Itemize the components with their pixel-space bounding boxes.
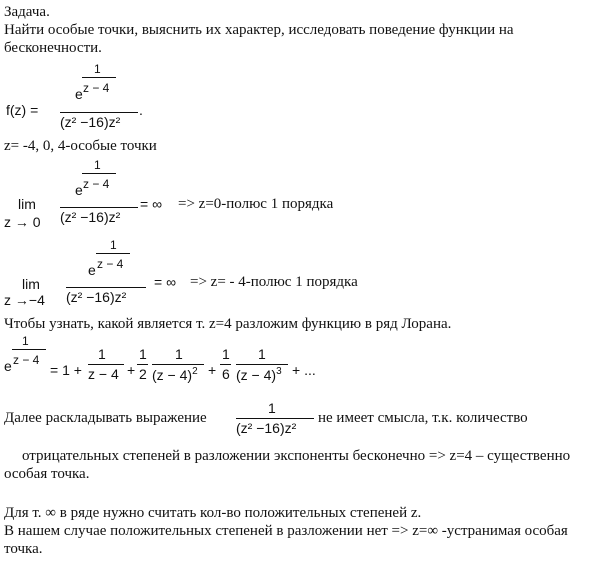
neg-powers-line1: отрицательных степеней в разложении экспоненты бесконечно => z=4 – существенно — [22, 448, 571, 464]
limm4-lim: lim — [22, 276, 40, 292]
limm4-e: e — [88, 262, 96, 278]
limm4-exp-den: z − 4 — [97, 257, 124, 271]
neg-powers-line2: особая точка. — [4, 466, 90, 482]
ls-t1-den: z − 4 — [88, 366, 119, 382]
further-frac-den: (z² −16)z² — [236, 420, 297, 436]
singular-points: z= -4, 0, 4-особые точки — [4, 138, 157, 154]
lim0-eq-inf: = ∞ — [140, 196, 163, 212]
ls-plus2: + — [208, 362, 217, 378]
ls-t3-num: 1 — [258, 346, 266, 362]
ls-plus-dots: + ... — [292, 362, 316, 378]
fz-label: f(z) = — [6, 102, 39, 118]
lim0-exp-one: 1 — [94, 158, 101, 172]
fz-exp-den: z − 4 — [83, 81, 110, 95]
limm4-denominator: (z² −16)z² — [66, 289, 127, 305]
ls-plus1: + — [127, 362, 136, 378]
lim0-denominator: (z² −16)z² — [60, 209, 121, 225]
further-frac-num: 1 — [268, 400, 276, 416]
task-statement-line2: бесконечности. — [4, 40, 102, 56]
laurent-intro: Чтобы узнать, какой является т. z=4 разложим функцию в ряд Лорана. — [4, 316, 452, 332]
ls-t3-c-num: 1 — [222, 346, 230, 362]
fz-e: e — [75, 86, 83, 102]
limm4-eq-inf: = ∞ — [154, 274, 177, 290]
ls-t3-c-den: 6 — [222, 366, 230, 382]
ls-t1-num: 1 — [98, 346, 106, 362]
ls-t2-c-den: 2 — [139, 366, 147, 382]
ls-exp-den: z − 4 — [13, 353, 40, 367]
task-statement-line1: Найти особые точки, выяснить их характер, исследовать поведение функции на — [4, 22, 514, 38]
ls-t2-den: $(z - 4)^2$ — [152, 366, 198, 383]
removable-line1: В нашем случае положительных степеней в разложении нет => z=∞ -устранимая особая — [4, 523, 568, 539]
limm4-exp-one: 1 — [110, 238, 117, 252]
lim0-lim: lim — [18, 196, 36, 212]
ls-eq-one-plus: = 1 + — [50, 362, 82, 378]
limm4-sub: z →−4 — [4, 292, 45, 308]
task-title: Задача. — [4, 4, 50, 20]
infinity-line: Для т. ∞ в ряде нужно считать кол-во положительных степеней z. — [4, 505, 422, 521]
pole-zm4: => z= - 4-полюс 1 порядка — [190, 274, 358, 290]
lim0-exp-den: z − 4 — [83, 177, 110, 191]
removable-line2: точка. — [4, 541, 43, 557]
ls-t3-den: $(z - 4)^3$ — [236, 366, 282, 383]
fz-exp-one: 1 — [94, 62, 101, 76]
ls-t2-num: 1 — [175, 346, 183, 362]
pole-z0: => z=0-полюс 1 порядка — [178, 196, 334, 212]
ls-exp-one: 1 — [22, 334, 29, 348]
ls-t2-c-num: 1 — [139, 346, 147, 362]
further-text-b: не имеет смысла, т.к. количество — [318, 410, 528, 426]
lim0-sub: z → 0 — [4, 214, 41, 230]
lim0-e: e — [75, 182, 83, 198]
fz-denominator: (z² −16)z² — [60, 114, 121, 130]
further-text-a: Далее раскладывать выражение — [4, 410, 207, 426]
ls-e: e — [4, 358, 12, 374]
fz-dot: . — [139, 102, 143, 118]
